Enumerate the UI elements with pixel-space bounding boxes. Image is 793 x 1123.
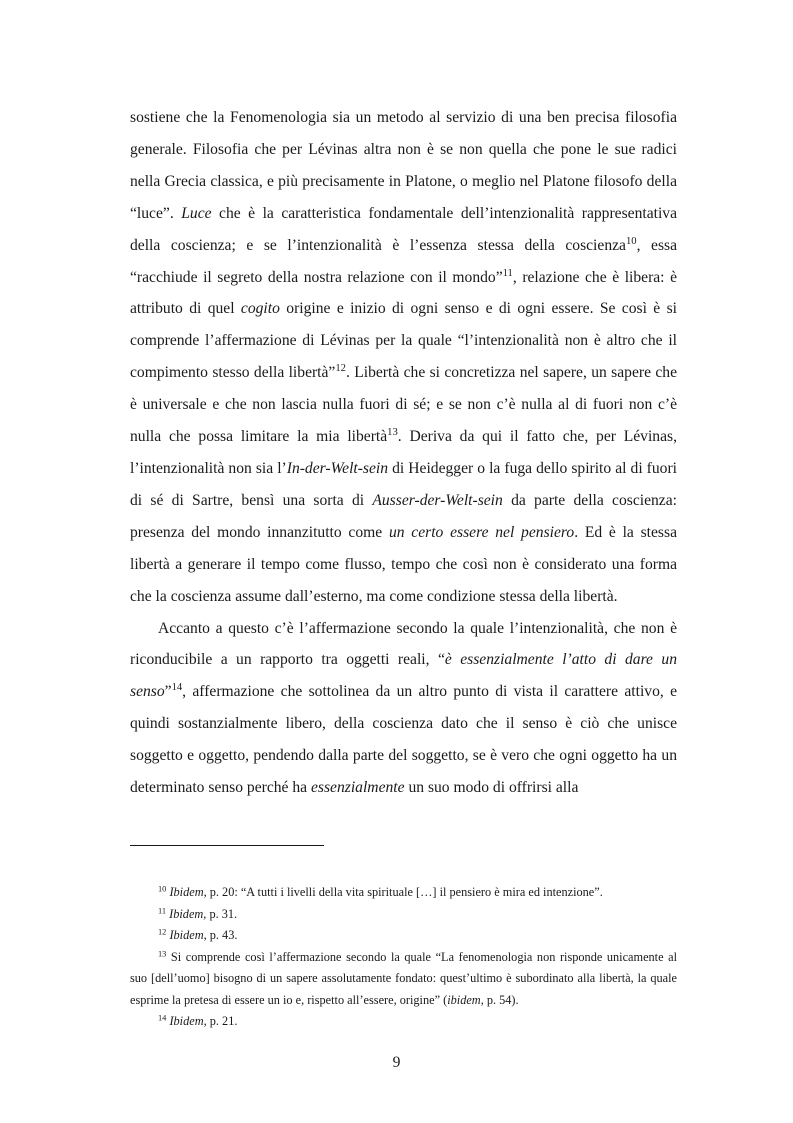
text-run: da parte della coscienza: presenza del mondo innanzitutto come (130, 491, 677, 541)
italic-term: cogito (240, 300, 280, 318)
footnote-number: 14 (158, 1013, 167, 1023)
text-run: . Deriva da qui il fatto che, per Lévinas, l’intenzionalità non sia l’ (130, 428, 677, 477)
footnote-text: , p. 54). (480, 992, 519, 1007)
text-run: un suo modo di offrirsi alla (404, 779, 579, 797)
text-run: ” (164, 683, 172, 701)
footnote-ref-14[interactable]: 14 (171, 682, 183, 694)
footnote-14 (130, 1011, 677, 1033)
footnote-italic: Ibidem (169, 885, 204, 899)
text-run: , affermazione che sottolinea da un altro punto di vista il carattere attivo, e quindi sostanzialmente libero, della coscienza dato che il senso è ciò che unisce soggetto e oggetto, pendendo dalla parte del soggetto, se è vero che ogni oggetto ha un determinato senso perché ha (130, 683, 677, 797)
text-run: , essa “racchiude il segreto della nostra relazione con il mondo” (130, 236, 678, 286)
footnote-number: 12 (158, 927, 167, 937)
footnote-12 (130, 925, 677, 947)
italic-term: Ausser-der-Welt-sein (372, 491, 503, 509)
footnote-italic: ibidem (447, 992, 481, 1007)
italic-quote: è essenzialmente l’atto di dare un senso (130, 651, 677, 701)
italic-term: Luce (181, 204, 212, 222)
footnote-number: 11 (158, 905, 167, 915)
text-run: di Heidegger o la fuga dello spirito al di fuori di sé di Sartre, bensì una sorta di (130, 459, 677, 509)
footnote-text: , p. 31. (203, 906, 238, 921)
footnote-text: Si comprende così l’affermazione secondo la quale “La fenomenologia non risponde unicamente al suo [dell’uomo] bisogno di un sapere assolutamente fondato: quest’ultimo è subordinato alla libertà, la quale esprime la pretesa di essere un io e, rispetto all’essere, origine” ( (130, 949, 677, 1007)
footnote-text: , p. 20: “A tutti i livelli della vita spirituale […] il pensiero è mira ed intenzione”. (203, 885, 603, 899)
footnote-text: , p. 43. (203, 928, 238, 942)
footnote-italic: Ibidem (169, 906, 204, 921)
footnote-10 (130, 882, 677, 904)
footnote-italic: Ibidem (169, 928, 204, 942)
paragraph-1 (130, 102, 677, 613)
text-run: origine e inizio di ogni senso e di ogni essere. Se così è si comprende l’affermazione di Lévinas per la quale “l’intenzionalità non è altro che il compimento stesso della libertà” (130, 300, 677, 382)
page-number: 9 (392, 1054, 401, 1071)
italic-term: essenzialmente (311, 779, 405, 797)
italic-term: In-der-Welt-sein (286, 459, 389, 477)
footnote-ref-10[interactable]: 10 (625, 235, 637, 247)
footnote-13 (130, 947, 677, 1012)
text-run: Accanto a questo c’è l’affermazione secondo la quale l’intenzionalità, che non è riconducibile a un rapporto tra oggetti reali, “ (130, 619, 677, 669)
footnote-text: , p. 21. (203, 1014, 238, 1028)
footnote-separator (130, 845, 324, 846)
footnote-number: 13 (158, 948, 167, 958)
italic-term: un certo essere nel pensiero (388, 523, 575, 541)
text-run: sostiene che la Fenomenologia sia un metodo al servizio di una ben precisa filosofia generale. Filosofia che per Lévinas altra non è se non quella che pone le sue radici nella Grecia classica, e più precisamente in Platone, o meglio nel Platone filosofo della “luce”. (130, 109, 677, 222)
paragraph-2 (130, 613, 677, 804)
footnote-number: 10 (158, 884, 167, 894)
text-run: , relazione che è libera: è attributo di quel (130, 268, 677, 318)
body-text (130, 102, 677, 804)
text-run: . Libertà che si concretizza nel sapere, un sapere che è universale e che non lascia nulla fuori di sé; e se non c’è nulla al di fuori non c’è nulla che possa limitare la mia libertà (130, 364, 677, 446)
footnote-11 (130, 904, 677, 926)
text-run: che è la caratteristica fondamentale dell’intenzionalità rappresentativa della coscienza; e se l’intenzionalità è l’essenza stessa della coscienza (130, 204, 677, 254)
footnotes (130, 882, 677, 1033)
footnote-ref-12[interactable]: 12 (335, 363, 346, 375)
footnote-ref-11[interactable]: 11 (502, 267, 513, 279)
footnote-italic: Ibidem (169, 1014, 204, 1028)
text-run: . Ed è la stessa libertà a generare il tempo come flusso, tempo che così non è considerato una forma che la coscienza assume dall’esterno, ma come condizione stessa della libertà. (130, 523, 677, 605)
footnote-ref-13[interactable]: 13 (387, 427, 398, 439)
